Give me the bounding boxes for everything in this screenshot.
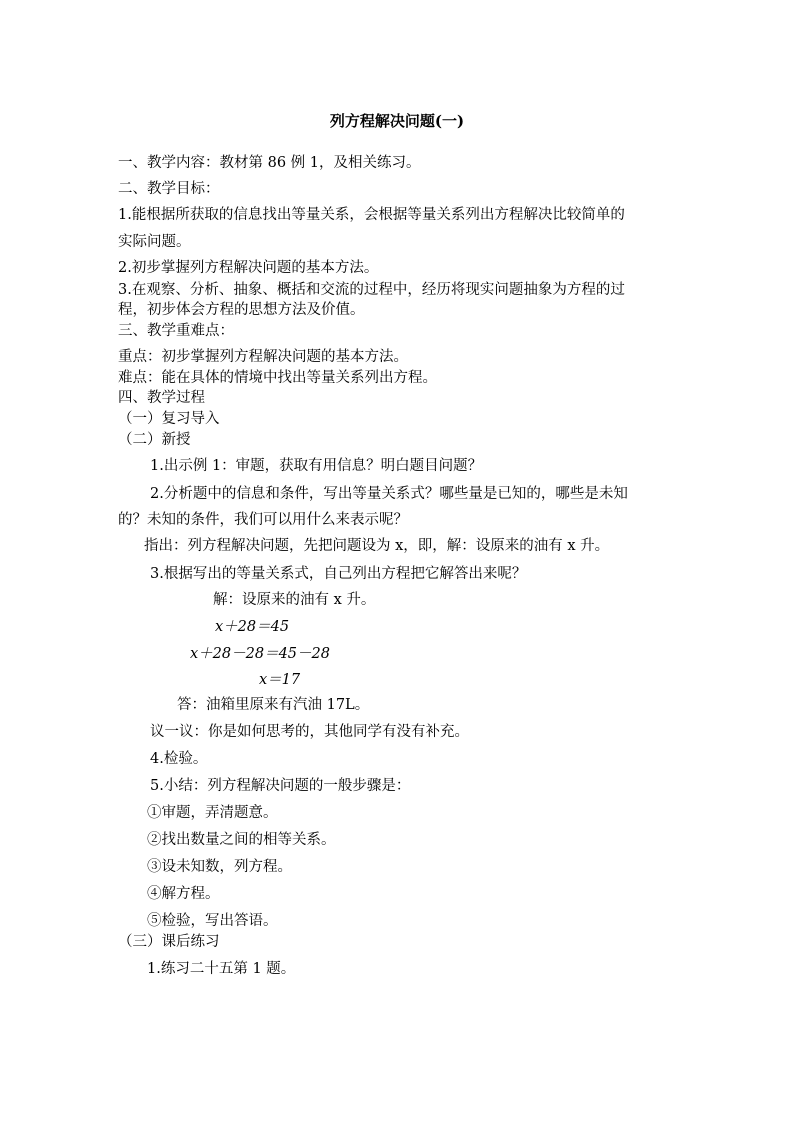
summary-item-2: ②找出数量之间的相等关系。 — [147, 832, 336, 848]
section-teaching-process-heading: 四、教学过程 — [118, 390, 205, 406]
section-teaching-content: 一、教学内容：教材第 86 例 1，及相关练习。 — [118, 155, 421, 171]
subsection-exercises: （三）课后练习 — [118, 934, 220, 950]
subsection-review: （一）复习导入 — [118, 411, 220, 427]
summary-item-4: ④解方程。 — [147, 886, 220, 902]
section-teaching-goals-heading: 二、教学目标： — [118, 181, 220, 197]
summary-item-5: ⑤检验，写出答语。 — [147, 913, 278, 929]
document-title: 列方程解决问题(一) — [329, 112, 465, 130]
goal-3-line-2: 程，初步体会方程的思想方法及价值。 — [118, 302, 365, 318]
step-5-summary: 5.小结：列方程解决问题的一般步骤是： — [150, 778, 411, 794]
section-key-points-heading: 三、教学重难点： — [118, 323, 234, 339]
step-1: 1.出示例 1：审题，获取有用信息？明白题目问题？ — [150, 458, 483, 474]
goal-1-line-1: 1.能根据所获取的信息找出等量关系，会根据等量关系列出方程解决比较简单的 — [118, 207, 625, 223]
subsection-new-lesson: （二）新授 — [118, 432, 191, 448]
answer: 答：油箱里原来有汽油 17L。 — [177, 697, 370, 713]
step-4: 4.检验。 — [150, 751, 208, 767]
step-2-line-1: 2.分析题中的信息和条件，写出等量关系式？哪些量是已知的，哪些是未知 — [150, 486, 628, 502]
goal-1-line-2: 实际问题。 — [118, 234, 191, 250]
step-3: 3.根据写出的等量关系式，自己列出方程把它解答出来呢？ — [150, 566, 527, 582]
equation-1: x＋28＝45 — [215, 619, 290, 635]
step-2-line-2: 的？未知的条件，我们可以用什么来表示呢？ — [118, 512, 408, 528]
key-point: 重点：初步掌握列方程解决问题的基本方法。 — [118, 349, 408, 365]
discussion: 议一议：你是如何思考的，其他同学有没有补充。 — [150, 724, 469, 740]
difficult-point: 难点：能在具体的情境中找出等量关系列出方程。 — [118, 370, 437, 386]
goal-2: 2.初步掌握列方程解决问题的基本方法。 — [118, 260, 379, 276]
summary-item-3: ③设未知数，列方程。 — [147, 859, 292, 875]
equation-2: x＋28－28＝45－28 — [190, 646, 330, 662]
equation-result: x＝17 — [259, 672, 301, 688]
solution-setup: 解：设原来的油有 x 升。 — [213, 592, 376, 608]
goal-3-line-1: 3.在观察、分析、抽象、概括和交流的过程中，经历将现实问题抽象为方程的过 — [118, 282, 625, 298]
summary-item-1: ①审题，弄清题意。 — [147, 805, 278, 821]
exercise-1: 1.练习二十五第 1 题。 — [147, 961, 296, 977]
point-out: 指出：列方程解决问题，先把问题设为 x，即，解：设原来的油有 x 升。 — [144, 538, 610, 554]
